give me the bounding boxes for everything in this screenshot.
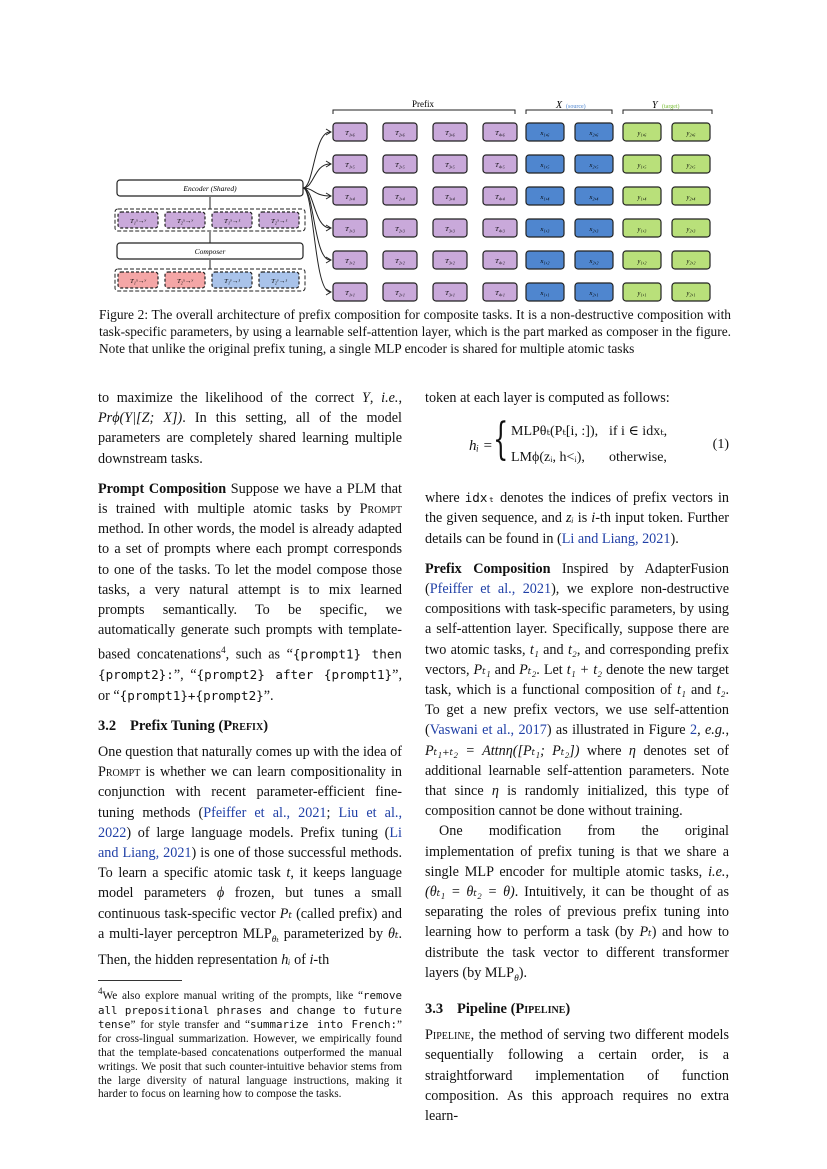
- citation-link[interactable]: Liu et al., 2022: [98, 804, 402, 841]
- source-token-label: x₂,₅: [589, 162, 599, 169]
- x-header: X: [556, 100, 563, 111]
- target-token-label: y₁,₂: [637, 258, 647, 265]
- source-token-label: x₁,₃: [540, 226, 550, 233]
- left-column: [98, 388, 402, 1102]
- encoder-token-label: T₁ˣ→ʸ: [130, 218, 146, 225]
- target-token-label: y₂,₄: [686, 194, 696, 201]
- paragraph-modification: One modification from the original implementation of prefix tuning is that we share a single MLP encoder for multiple atomic tasks, i.e., (θₜ₁ = θₜ₂ = θ). Intuitively, it can be thought of as separating the roles of previous prefix tuning into learning how to perform a task (by Pₜ) and how to distribute the task vector to different transformer layers (by $MLP_\theta$).: [425, 823, 729, 984]
- paragraph-token-layer: token at each layer is computed as follows:: [425, 390, 670, 406]
- figure-link[interactable]: 2: [689, 722, 698, 739]
- input-token-label: T₂ˣ→ʸ: [177, 278, 193, 285]
- target-token-label: y₁,₄: [637, 194, 647, 201]
- encoder-token-label: T₂ˣ→ᶻ: [271, 218, 287, 225]
- encoder-token-label: T₂ˣ→ʸ: [177, 218, 193, 225]
- footnote-marker: 4: [221, 645, 226, 656]
- prefix-token-label: T₂,₄: [395, 194, 405, 201]
- x-header-sub: (source): [566, 104, 586, 110]
- equation-1: hᵢ = { MLPθₜ(Pₜ[i, :]), if i ∈ idxₜ, LMϕ(zᵢ, h<ᵢ), otherwise, (1): [469, 414, 729, 466]
- footnote: $^4$We also explore manual writing of the prompts, like “remove all prepositional phrases and change to future tense” for style transfer and “summarize into French:” for cross-lingual summarization. However, we empirically found that the template-based concatenations outperformed the manual writings. We posit that such counter-intuitive behavior stems from the large diversity of natural language instructions, making it harder to focus on learning how to compose the tasks.: [98, 986, 403, 1101]
- prefix-token-label: T₂,₂: [395, 258, 405, 265]
- prefix-header: Prefix: [412, 99, 434, 109]
- source-token-label: x₂,₄: [589, 194, 599, 201]
- prefix-token-label: T₄,₅: [495, 162, 505, 169]
- source-token-label: x₂,₆: [589, 130, 599, 137]
- citation-link[interactable]: Vaswani et al., 2017: [429, 722, 547, 739]
- prefix-token-label: T₂,₅: [395, 162, 405, 169]
- right-column: [425, 388, 729, 1126]
- prefix-token-label: T₁,₄: [345, 194, 355, 201]
- prefix-token-label: T₃,₂: [445, 258, 455, 265]
- prefix-token-label: T₂,₆: [395, 130, 405, 137]
- target-token-label: y₂,₅: [686, 162, 696, 169]
- section-heading-3-2: 3.2 Prefix Tuning (Prefix): [98, 717, 269, 734]
- source-token-label: x₁,₆: [540, 130, 550, 137]
- source-token-label: x₁,₄: [540, 194, 550, 201]
- target-token-label: y₂,₆: [686, 130, 696, 137]
- citation-link[interactable]: Pfeiffer et al., 2021: [429, 581, 552, 598]
- footnote-rule: [98, 980, 182, 981]
- prefix-token-label: T₃,₅: [445, 162, 455, 169]
- input-token-label: T₁ʸ→ᶻ: [224, 278, 240, 285]
- prefix-token-label: T₄,₆: [495, 130, 505, 137]
- source-token-label: x₂,₂: [589, 258, 599, 265]
- source-token-label: x₁,₁: [540, 290, 550, 297]
- y-bracket: [623, 110, 712, 114]
- prefix-token-label: T₃,₁: [445, 290, 455, 297]
- citation-link[interactable]: Li and Liang, 2021: [561, 530, 671, 547]
- section-heading-3-3: 3.3 Pipeline (Pipeline): [425, 1000, 571, 1017]
- source-token-label: x₁,₂: [540, 258, 550, 265]
- target-token-label: y₁,₃: [637, 226, 647, 233]
- prefix-token-label: T₁,₁: [345, 290, 355, 297]
- source-token-label: x₁,₅: [540, 162, 550, 169]
- paragraph-objective: to maximize the likelihood of the correct Y, i.e., Prϕ(Y|[Z; X]). In this setting, all of the model parameters are completely shared learning multiple downstream tasks.: [98, 390, 403, 467]
- target-token-label: y₂,₃: [686, 226, 696, 233]
- equation-number: (1): [712, 437, 729, 453]
- prefix-token-label: T₂,₁: [395, 290, 405, 297]
- target-token-label: y₂,₂: [686, 258, 696, 265]
- prefix-token-label: T₁,₃: [345, 226, 355, 233]
- prefix-token-label: T₁,₅: [345, 162, 355, 169]
- y-header-sub: (target): [662, 104, 680, 110]
- prefix-token-label: T₃,₃: [445, 226, 455, 233]
- prefix-token-label: T₁,₂: [345, 258, 355, 265]
- target-token-label: y₂,₁: [686, 290, 696, 297]
- encoder-box-label: Encoder (Shared): [183, 184, 237, 193]
- figure-caption: Figure 2: The overall architecture of prefix composition for composite tasks. It is a non-destructive composition with task-specific parameters, by using a learnable self-attention layer, which is the part marked as composer in the figure. Note that unlike the original prefix tuning, a single MLP encoder is shared for multiple atomic tasks: [99, 307, 731, 357]
- y-header: Y: [652, 100, 658, 111]
- encoder-token-label: T₁ˣ→ᶻ: [224, 218, 240, 225]
- paragraph-prompt-composition: Prompt Composition Suppose we have a PLM that is trained with multiple atomic tasks by Prompt method. In other words, the model is already adapted to a set of prompts where each prompt corresponds to one of the tasks. To let the model compose those tasks, a very natural attempt is to mix learned prompts semantically. To be specific, we automatically generate such prompts with template-based concatenations$^4$, such as “{prompt1} then {prompt2}:”, “{prompt2} after {prompt1}”, or “{prompt1}+{prompt2}”.: [98, 480, 402, 704]
- prefix-token-label: T₂,₃: [395, 226, 405, 233]
- x-bracket: [526, 110, 612, 114]
- paragraph-pipeline: Pipeline, the method of serving two different models sequentially following a certain order, is a straightforward implementation of function composition. As this approach requires no extra learn-: [425, 1027, 729, 1124]
- prefix-token-label: T₄,₄: [495, 194, 505, 201]
- encoder-arrow: [303, 188, 330, 292]
- target-token-label: y₁,₅: [637, 162, 647, 169]
- source-token-label: x₂,₁: [589, 290, 599, 297]
- composer-box-label: Composer: [194, 247, 226, 256]
- prefix-token-label: T₄,₂: [495, 258, 505, 265]
- architecture-figure: [100, 88, 730, 303]
- prefix-token-label: T₄,₁: [495, 290, 505, 297]
- paragraph-prefix-tuning: One question that naturally comes up with the idea of Prompt is whether we can learn compositionality in conjunction with recent parameter-efficient fine-tuning methods (Pfeiffer et al., 2021; Liu et al., 2022) of large language models. Prefix tuning (Li and Liang, 2021) is one of those successful methods. To learn a specific atomic task t, it keeps language model parameters ϕ frozen, but tunes a small continuous task-specific vector Pₜ (called prefix) and a multi-layer perceptron $MLP_{\theta_t}$ parameterized by θₜ. Then, the hidden representation hᵢ of i-th: [98, 743, 402, 968]
- citation-link[interactable]: Li and Liang, 2021: [98, 824, 402, 861]
- source-token-label: x₂,₃: [589, 226, 599, 233]
- citation-link[interactable]: Pfeiffer et al., 2021: [203, 804, 327, 821]
- paragraph-prefix-composition: Prefix Composition Inspired by AdapterFusion (Pfeiffer et al., 2021), we explore non-destructive compositions with task-specific parameters, by using a self-attention layer. Specifically, suppose there are two atomic tasks, t₁ and t₂, and corresponding prefix vectors, Pₜ₁ and Pₜ₂. Let t₁ + t₂ denote the new target task, which is a functional composition of t₁ and t₂. To get a new prefix vectors, we use self-attention (Vaswani et al., 2017) as illustrated in Figure 2, e.g., Pₜ₁₊ₜ₂ = Attnη([Pₜ₁; Pₜ₂]) where η denotes set of additional learnable self-attention parameters. Note that since η is randomly initialized, this type of composition cannot be done without training.: [425, 560, 730, 820]
- prefix-bracket: [333, 110, 515, 114]
- prefix-token-label: T₄,₃: [495, 226, 505, 233]
- target-token-label: y₁,₁: [637, 290, 647, 297]
- encoder-arrow: [303, 132, 330, 188]
- paragraph-where: where idxₜ denotes the indices of prefix vectors in the given sequence, and zᵢ is i-th input token. Further details can be found in (Li and Liang, 2021).: [425, 490, 729, 547]
- prefix-token-label: T₁,₆: [345, 130, 355, 137]
- input-token-label: T₂ʸ→ᶻ: [271, 278, 287, 285]
- prefix-token-label: T₃,₆: [445, 130, 455, 137]
- target-token-label: y₁,₆: [637, 130, 647, 137]
- input-token-label: T₁ˣ→ʸ: [130, 278, 146, 285]
- prefix-token-label: T₃,₄: [445, 194, 455, 201]
